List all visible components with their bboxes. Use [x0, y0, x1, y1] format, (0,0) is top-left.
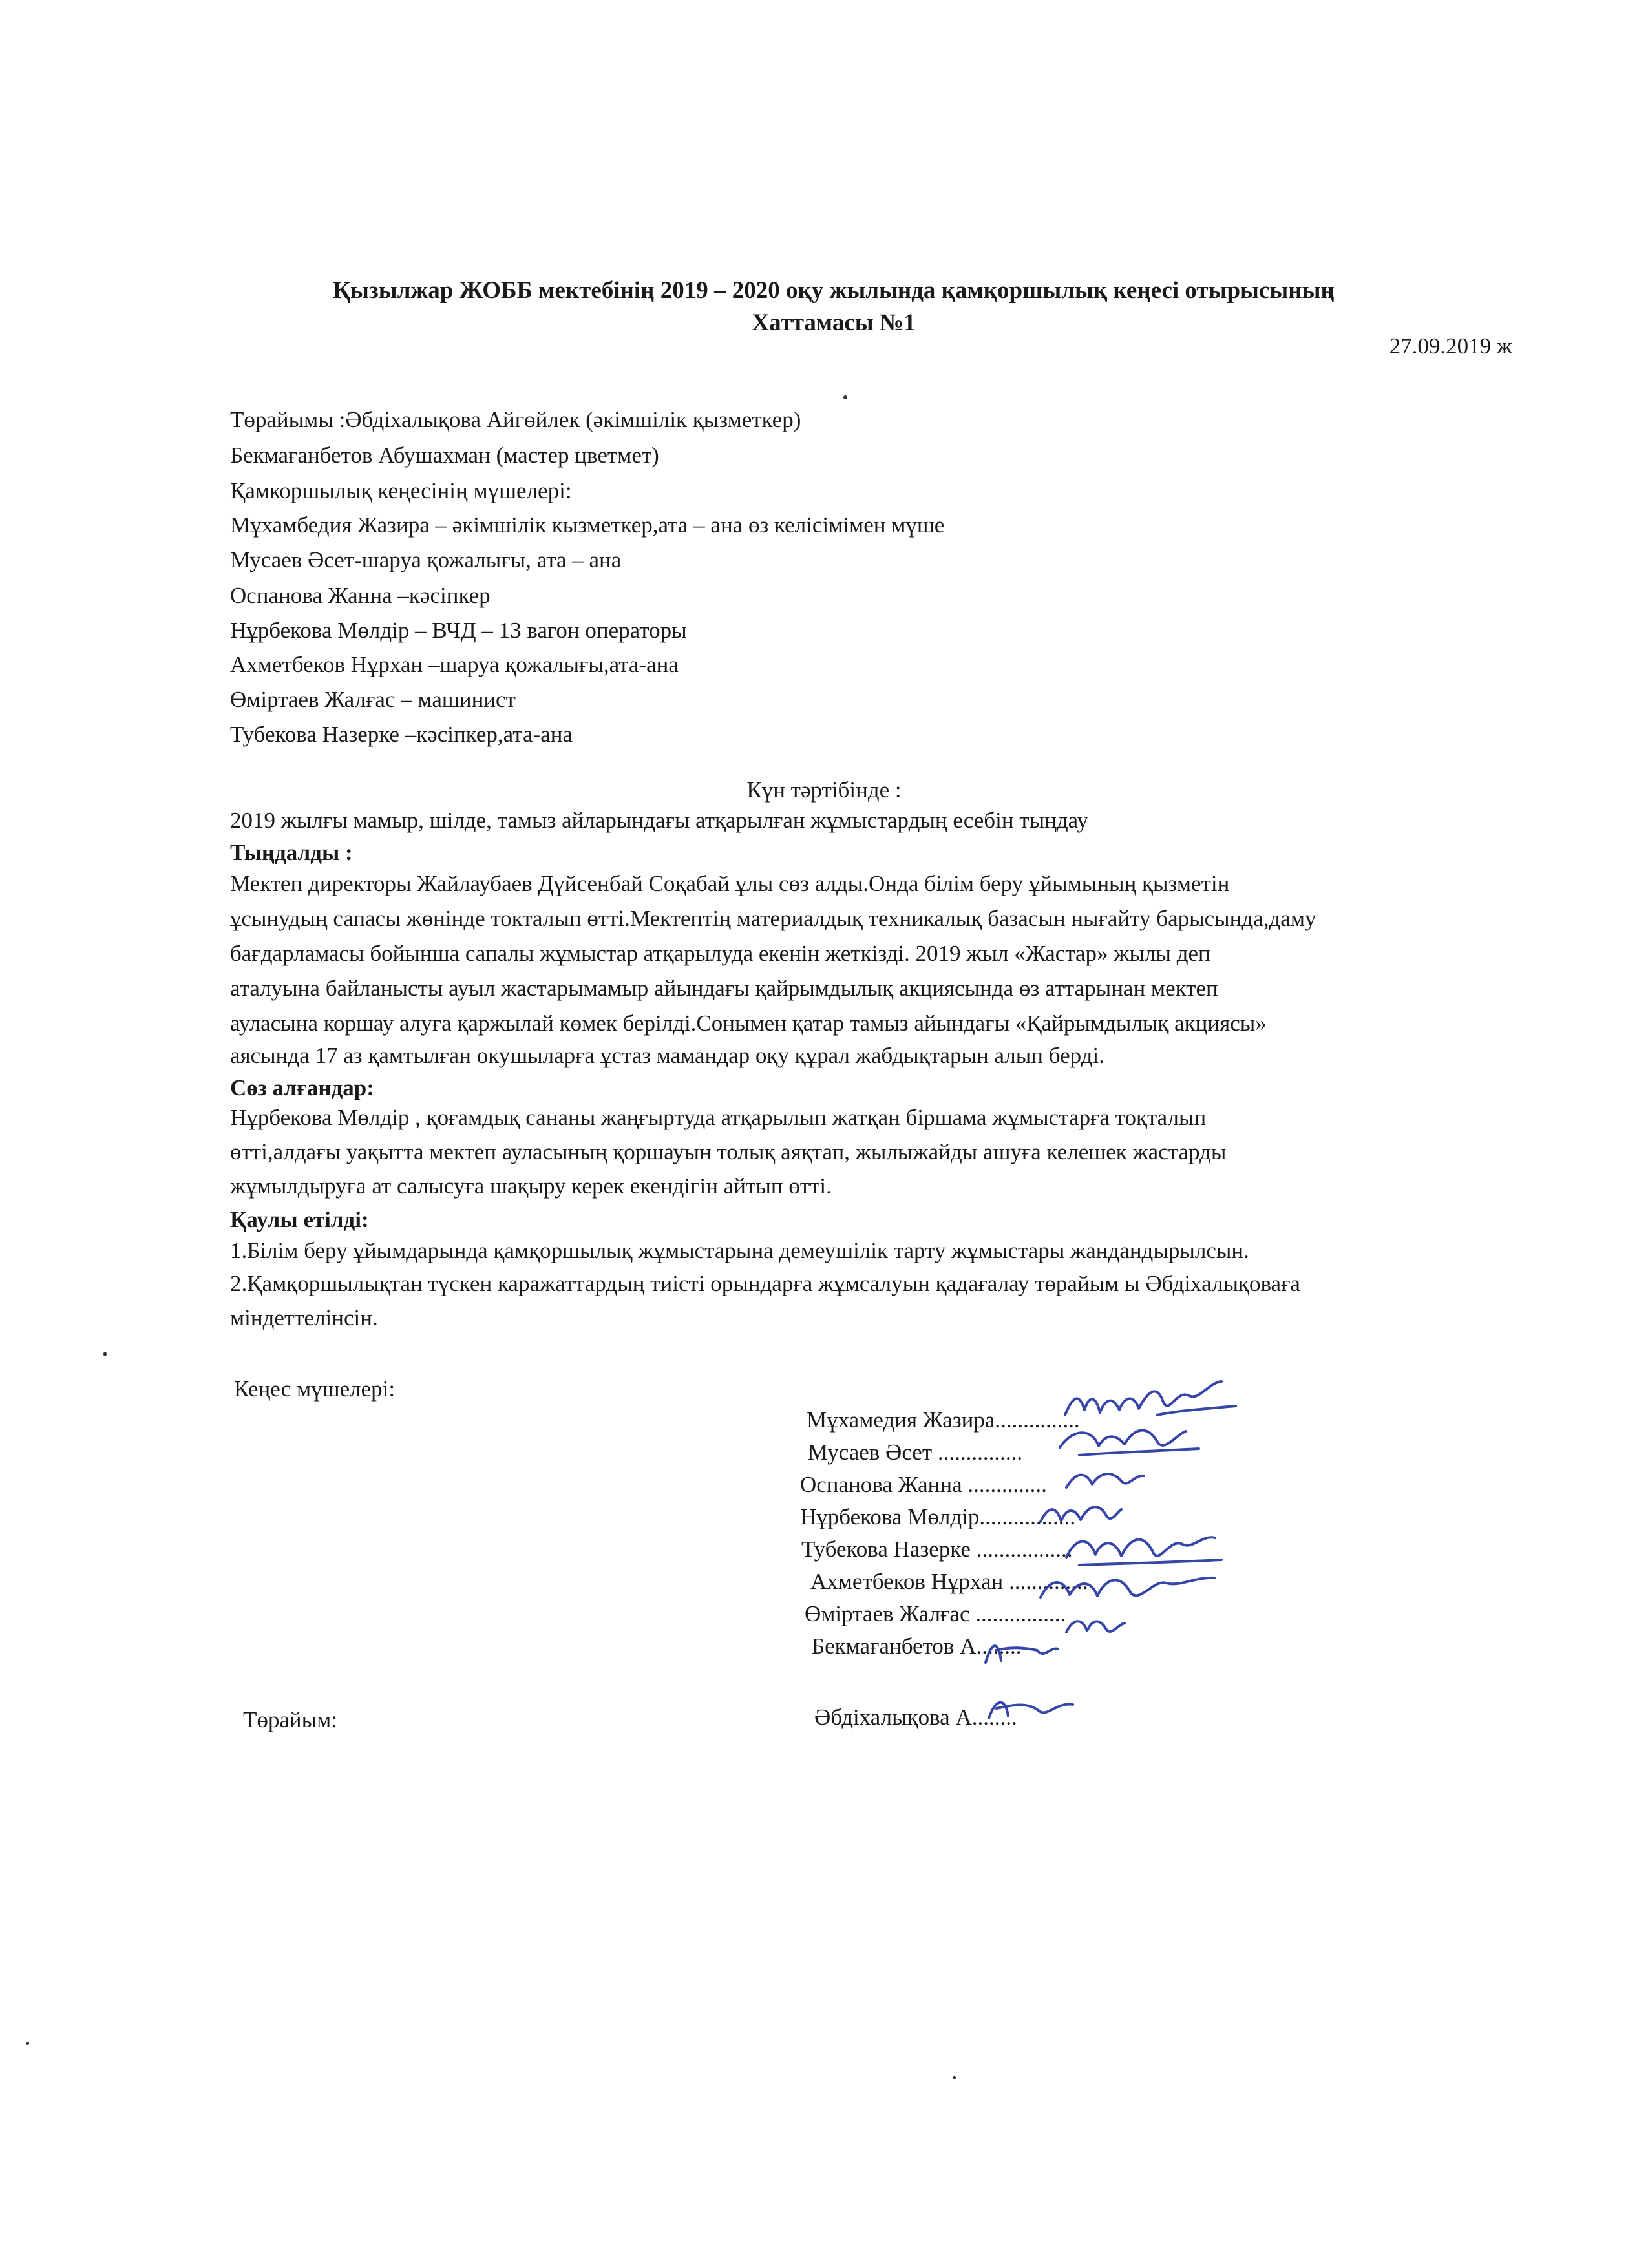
document-date: 27.09.2019 ж — [1389, 333, 1512, 359]
listened-line: ауласына коршау алуға қаржылай көмек берілді.Сонымен қатар тамыз айындағы «Қайрымдылық акциясы» — [230, 1011, 1267, 1036]
signature-mark — [1053, 1415, 1209, 1467]
signature-row: Нұрбекова Мөлдір................. — [800, 1504, 1076, 1529]
speakers-line: Нұрбекова Мөлдір , қоғамдық сананы жаңғыртуда атқарылып жатқан біршама жұмыстарға тоқталып — [230, 1105, 1207, 1130]
speakers-line: өтті,алдағы уақытта мектеп ауласының қоршауын толық аяқтап, жылыжайды ашуға келешек жастарды — [230, 1139, 1227, 1164]
decision-heading: Қаулы етілді: — [230, 1207, 369, 1232]
member-line: Төрайымы :Әбдіхалықова Айгөйлек (әкімшілік қызметкер) — [230, 407, 801, 432]
scan-speck — [953, 2076, 956, 2079]
signature-row: Мусаев Әсет ............... — [808, 1440, 1023, 1465]
listened-line: Мектеп директоры Жайлаубаев Дүйсенбай Соқабай ұлы сөз алды.Онда білім беру ұйымының қызметін — [230, 871, 1230, 896]
member-line: Бекмағанбетов Абушахман (мастер цветмет) — [230, 443, 659, 468]
listened-line: ұсынудың сапасы жөнінде токталып өтті.Мектептің материалдық техникалық базасын нығайту барысында,даму — [230, 906, 1316, 931]
decision-line: міндеттелінсін. — [230, 1305, 378, 1330]
member-line: Қамкоршылық кеңесінің мүшелері: — [230, 478, 572, 503]
signature-row: Тубекова Назерке ................. — [801, 1537, 1073, 1562]
speakers-line: жұмылдыруға ат салысуға шақыру керек екендігін айтып өтті. — [230, 1173, 832, 1199]
listened-line: аясында 17 аз қамтылған окушыларға ұстаз мамандар оқу құрал жабдықтарын алып берді. — [230, 1043, 1104, 1068]
signature-row: Оспанова Жанна .............. — [800, 1472, 1047, 1497]
agenda-heading: Күн тәртібінде : — [746, 777, 902, 803]
member-line: Тубекова Назерке –кәсіпкер,ата-ана — [230, 722, 573, 747]
council-members-label: Кеңес мүшелері: — [234, 1376, 396, 1402]
decision-line: 1.Білім беру ұйымдарында қамқоршылық жұмыстарына демеушілік тарту жұмыстары жандандырылсын. — [230, 1238, 1249, 1263]
agenda-item: 2019 жылғы мамыр, шілде, тамыз айларындағы атқарылған жұмыстардың есебін тыңдау — [230, 808, 1088, 833]
signature-row: Бекмағанбетов А........ — [812, 1633, 1022, 1659]
member-line: Оспанова Жанна –кәсіпкер — [230, 583, 491, 608]
signature-mark — [1060, 1606, 1131, 1645]
chair-signature-row: Әбдіхалықова А........ — [814, 1705, 1017, 1730]
scan-speck — [103, 1352, 107, 1356]
scan-speck — [843, 395, 847, 399]
member-line: Нұрбекова Мөлдір – ВЧД – 13 вагон операторы — [230, 618, 687, 643]
member-line: Мұхамбедия Жазира – әкімшілік кызметкер,ата – ана өз келісімімен мүше — [230, 512, 945, 538]
member-line: Ахметбеков Нұрхан –шаруа қожалығы,ата-ана — [230, 652, 679, 677]
member-line: Мусаев Әсет-шаруа қожалығы, ата – ана — [230, 547, 622, 572]
chair-label: Төрайым: — [243, 1707, 338, 1732]
signature-row: Мұхамедия Жазира............... — [807, 1407, 1080, 1433]
speakers-heading: Сөз алғандар: — [230, 1075, 374, 1100]
listened-line: аталуына байланысты ауыл жастарымамыр айындағы қайрымдылық акциясында өз аттарынан мектеп — [230, 976, 1218, 1001]
member-line: Өміртаев Жалғас – машинист — [230, 687, 516, 712]
decision-line: 2.Қамқоршылықтан түскен каражаттардың тиісті орындарға жұмсалуын қадағалау төрайым ы Әбдіхалықоваға — [230, 1271, 1300, 1296]
signature-row: Өміртаев Жалғас ................ — [805, 1601, 1066, 1626]
scan-speck — [26, 2042, 29, 2045]
document-subtitle: Хаттамасы №1 — [752, 310, 916, 336]
signature-row: Ахметбеков Нұрхан .............. — [810, 1569, 1088, 1594]
listened-heading: Тыңдалды : — [230, 840, 353, 865]
listened-line: бағдарламасы бойынша сапалы жұмыстар атқарылуда екенін жеткізді. 2019 жыл «Жастар» жылы деп — [230, 941, 1210, 966]
signature-mark — [982, 1689, 1079, 1728]
document-title: Қызылжар ЖОББ мектебінің 2019 – 2020 оқу жылында қамқоршылық кеңесі отырысының — [333, 277, 1335, 304]
signature-mark — [979, 1633, 1063, 1672]
